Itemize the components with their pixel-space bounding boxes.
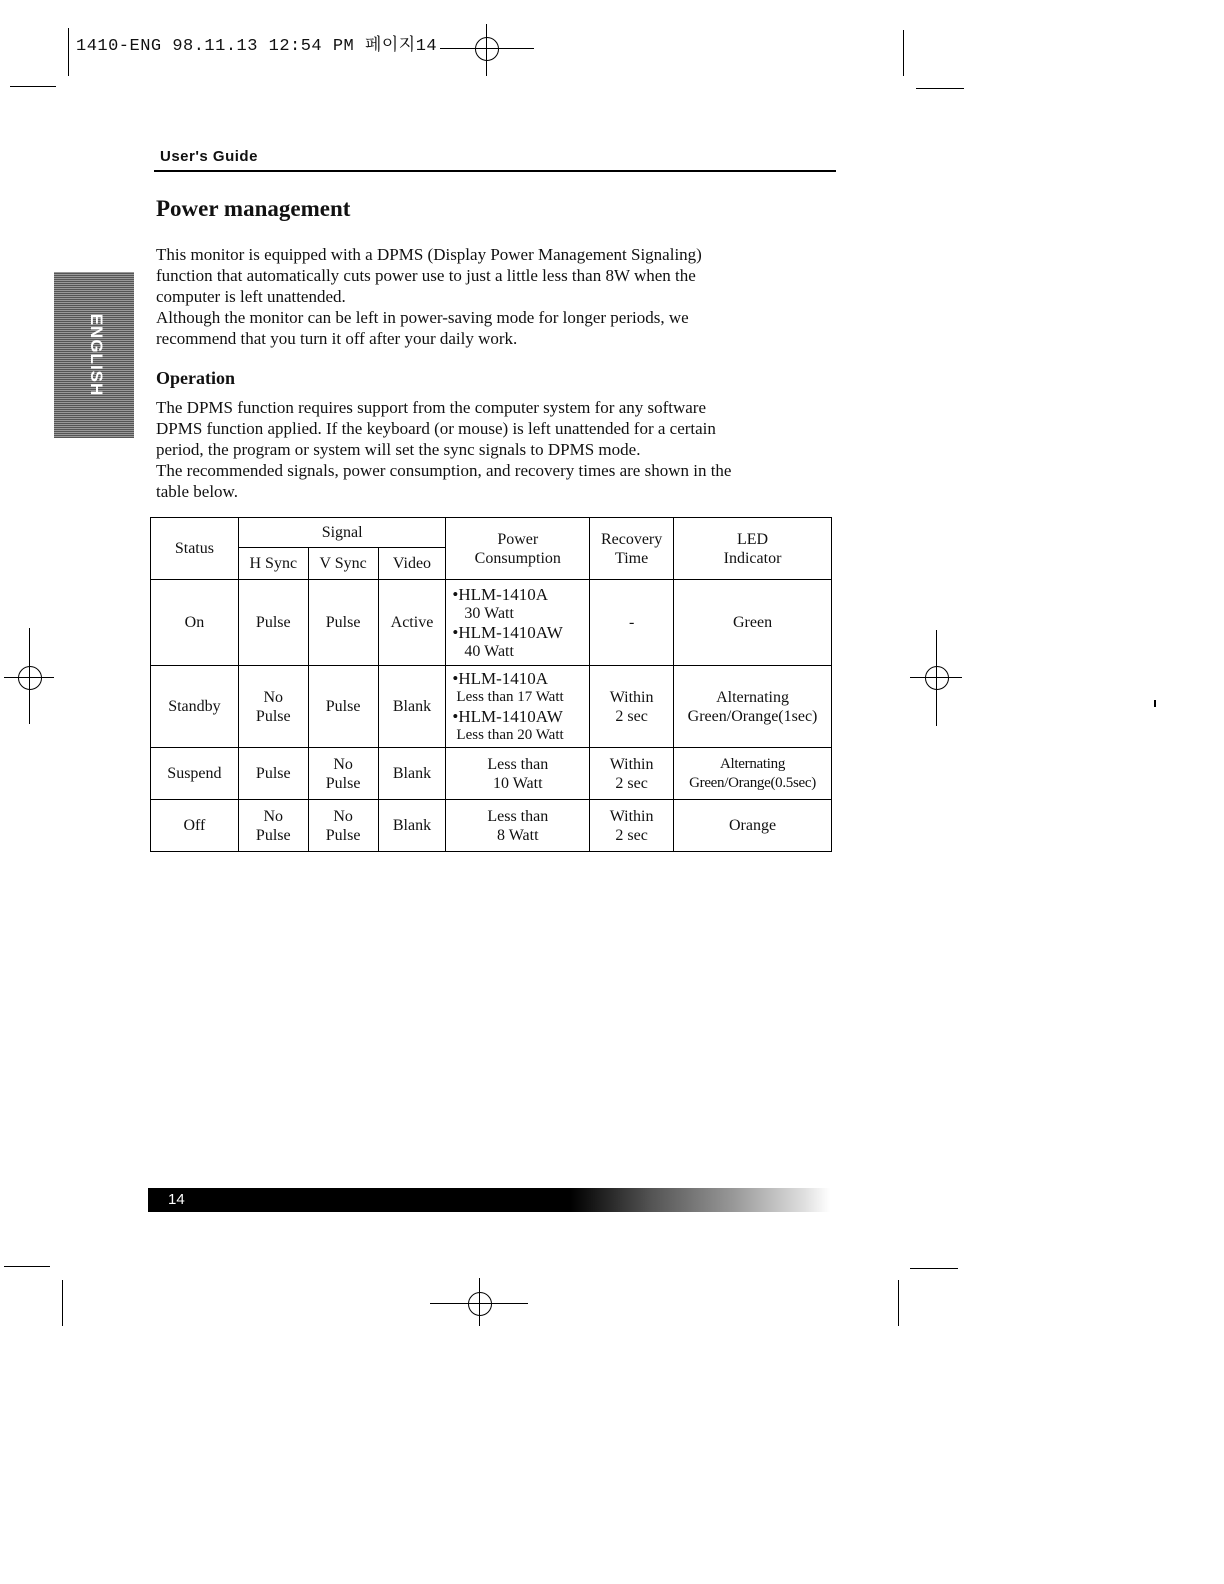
cell-vsync: No Pulse [308,800,378,852]
cell-led: Alternating Green/Orange(0.5sec) [674,748,832,800]
cell-recovery: - [590,580,674,666]
crop-mark [903,30,904,76]
stray-mark [1154,700,1156,707]
intro-line: computer is left unattended. [156,287,346,306]
operation-line: period, the program or system will set the sync signals to DPMS mode. [156,440,641,459]
cell-power: Less than 10 Watt [446,748,590,800]
operation-line: The DPMS function requires support from the computer system for any software [156,398,707,417]
print-slug: 1410-ENG 98.11.13 12:54 PM 페이지14 [76,37,438,56]
intro-line: recommend that you turn it off after your daily work. [156,329,518,348]
cell-led: Orange [674,800,832,852]
table-row [151,748,832,800]
crop-mark [898,1280,899,1326]
crop-mark [10,86,56,87]
intro-line: Although the monitor can be left in power-saving mode for longer periods, we [156,308,689,327]
header-rule [154,170,836,172]
cell-hsync: Pulse [238,748,308,800]
dpms-table [150,517,832,852]
intro-line: function that automatically cuts power use to just a little less than 8W when the [156,266,696,285]
operation-line: The recommended signals, power consumption, and recovery times are shown in the [156,461,732,480]
cell-hsync: No Pulse [238,666,308,748]
cell-status: Off [151,800,239,852]
side-tab-label: ENGLISH [87,313,106,397]
operation-line: table below. [156,482,238,501]
table-row [151,580,832,666]
section-heading-operation: Operation [156,368,235,388]
cell-status: Suspend [151,748,239,800]
cell-video: Blank [378,800,446,852]
page-number: 14 [168,1191,185,1208]
cell-hsync: Pulse [238,580,308,666]
cell-video: Blank [378,666,446,748]
cell-video: Blank [378,748,446,800]
registration-line [29,628,30,724]
cell-power: •HLM-1410A 30 Watt •HLM-1410AW 40 Watt [446,580,590,666]
cell-power: Less than 8 Watt [446,800,590,852]
cell-status: On [151,580,239,666]
cell-vsync: Pulse [308,666,378,748]
registration-mark-icon [917,658,957,698]
table-row [151,666,832,748]
registration-line [440,48,534,49]
registration-mark-icon [10,658,50,698]
cell-vsync: No Pulse [308,748,378,800]
cell-recovery: Within 2 sec [590,800,674,852]
crop-mark [68,28,69,76]
header-vsync: V Sync [308,548,378,580]
intro-paragraph [156,244,846,349]
crop-mark [916,88,964,89]
table-row [151,800,832,852]
operation-line: DPMS function applied. If the keyboard (or mouse) is left unattended for a certain [156,419,716,438]
header-led: LED Indicator [674,518,832,580]
cell-video: Active [378,580,446,666]
intro-line: This monitor is equipped with a DPMS (Display Power Management Signaling) [156,245,702,264]
crop-mark [62,1280,63,1326]
cell-status: Standby [151,666,239,748]
registration-line [479,1278,480,1326]
registration-line [936,630,937,726]
crop-mark [4,1266,50,1267]
cell-led: Green [674,580,832,666]
cell-recovery: Within 2 sec [590,666,674,748]
cell-hsync: No Pulse [238,800,308,852]
header-video: Video [378,548,446,580]
registration-line [486,24,487,76]
header-hsync: H Sync [238,548,308,580]
footer-bar [148,1188,830,1212]
language-side-tab [54,272,134,438]
registration-mark-icon [467,29,507,69]
header-power: Power Consumption [446,518,590,580]
running-header: User's Guide [160,148,258,165]
cell-recovery: Within 2 sec [590,748,674,800]
header-status: Status [151,518,239,580]
cell-led: Alternating Green/Orange(1sec) [674,666,832,748]
header-signal: Signal [238,518,446,548]
header-recovery: Recovery Time [590,518,674,580]
cell-vsync: Pulse [308,580,378,666]
cell-power: •HLM-1410A Less than 17 Watt •HLM-1410AW Less than 20 Watt [446,666,590,748]
crop-mark [910,1268,958,1269]
registration-mark-icon [460,1284,500,1324]
page-title: Power management [156,196,351,221]
operation-paragraph [156,397,846,502]
